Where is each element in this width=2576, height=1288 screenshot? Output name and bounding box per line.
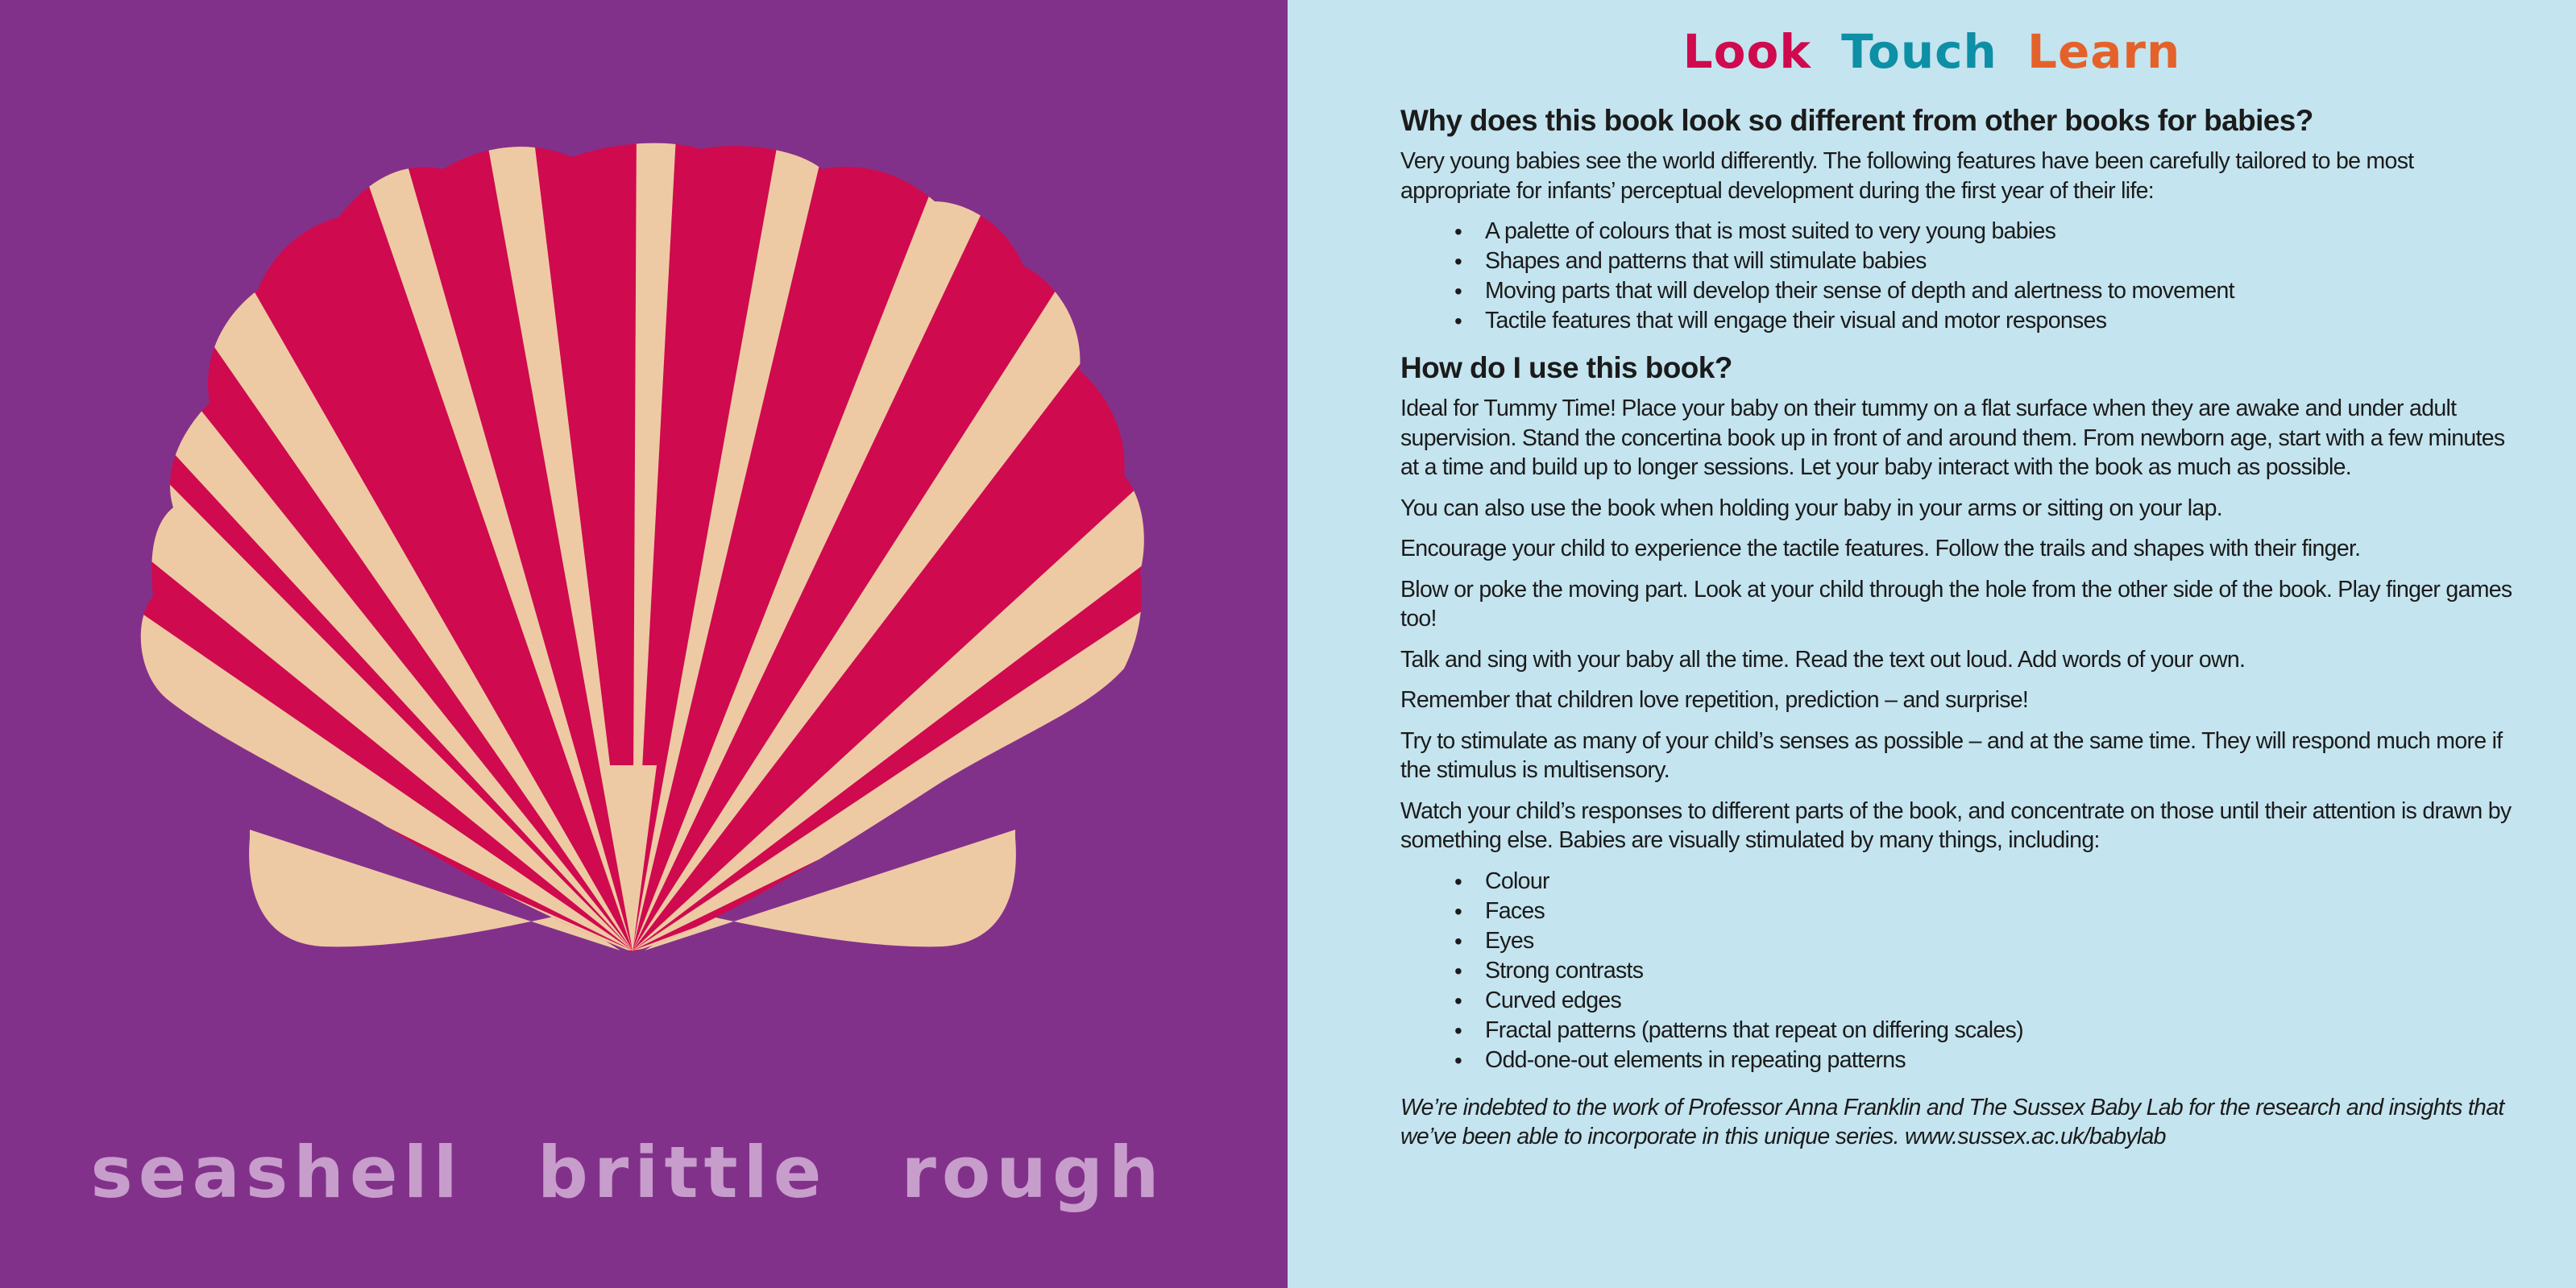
usage-paragraph: Encourage your child to experience the tactile features. Follow the trails and shapes with their finger. <box>1400 536 2361 561</box>
bullet-icon: • <box>1454 958 1462 984</box>
stimulus-item: • Eyes <box>1485 926 2528 956</box>
bullet-icon: • <box>1454 309 1462 333</box>
features-list <box>1400 217 2528 336</box>
stimulus-item: • Faces <box>1485 897 2528 926</box>
heading-why-different: Why does this book look so different from other books for babies? <box>1400 104 2313 137</box>
bullet-icon: • <box>1454 219 1462 244</box>
word-seashell: seashell <box>90 1130 463 1214</box>
bullet-icon: • <box>1454 928 1462 954</box>
bullet-icon: • <box>1454 868 1462 894</box>
info-content <box>1400 103 2528 1163</box>
usage-paragraph: Ideal for Tummy Time! Place your baby on their tummy on a flat surface when they are awake and under adult supervision. Stand the concertina book up in front of and around them. From newborn age, start with a few minutes at a time and build up to longer sessions. Let your baby interact with the book as much as possible. <box>1400 396 2505 480</box>
credit-note: We’re indebted to the work of Professor Anna Franklin and The Sussex Baby Lab for the research and insights that we’ve been able to incorporate in this unique series. www.sussex.ac.uk/babylab <box>1400 1094 2504 1149</box>
stimulus-item: • Curved edges <box>1485 986 2528 1016</box>
title-touch: Touch <box>1841 24 1997 79</box>
series-title <box>1288 24 2576 79</box>
word-brittle: brittle <box>537 1130 828 1214</box>
heading-how-to-use: How do I use this book? <box>1400 351 1732 384</box>
descriptive-words <box>0 1128 1288 1216</box>
bullet-icon: • <box>1454 249 1462 274</box>
word-rough: rough <box>901 1130 1165 1214</box>
usage-paragraph: Talk and sing with your baby all the time. Read the text out loud. Add words of your own. <box>1400 646 2246 673</box>
usage-paragraph: Try to stimulate as many of your child’s senses as possible – and at the same time. They will respond much more if the stimulus is multisensory. <box>1400 727 2503 783</box>
stimuli-list <box>1400 867 2528 1075</box>
feature-item: • Tactile features that will engage their visual and motor responses <box>1485 306 2528 336</box>
feature-item: • Shapes and patterns that will stimulate babies <box>1485 246 2528 276</box>
stimulus-item: • Odd-one-out elements in repeating patterns <box>1485 1046 2528 1075</box>
right-page <box>1288 0 2576 1288</box>
usage-paragraph: You can also use the book when holding your baby in your arms or sitting on your lap. <box>1400 495 2222 521</box>
stimulus-item: • Strong contrasts <box>1485 956 2528 986</box>
bullet-icon: • <box>1454 898 1462 924</box>
bullet-icon: • <box>1454 1047 1462 1073</box>
intro-paragraph: Very young babies see the world differently. The following features have been carefully tailored to be most appropriate for infants’ perceptual development during the first year of their life: <box>1400 148 2414 204</box>
usage-paragraph: Watch your child’s responses to different parts of the book, and concentrate on those until their attention is drawn by something else. Babies are visually stimulated by many things, including: <box>1400 797 2512 853</box>
stimulus-item: • Fractal patterns (patterns that repeat on differing scales) <box>1485 1016 2528 1046</box>
title-look: Look <box>1682 24 1811 79</box>
usage-paragraph: Remember that children love repetition, prediction – and surprise! <box>1400 687 2029 713</box>
seashell-illustration <box>137 137 1144 967</box>
feature-item: • Moving parts that will develop their sense of depth and alertness to movement <box>1485 276 2528 306</box>
bullet-icon: • <box>1454 1017 1462 1043</box>
feature-item: • A palette of colours that is most suited to very young babies <box>1485 217 2528 246</box>
stimulus-item: • Colour <box>1485 867 2528 897</box>
usage-paragraph: Blow or poke the moving part. Look at your child through the hole from the other side of the book. Play finger games too! <box>1400 576 2512 632</box>
bullet-icon: • <box>1454 279 1462 304</box>
bullet-icon: • <box>1454 988 1462 1013</box>
title-learn: Learn <box>2026 24 2181 79</box>
